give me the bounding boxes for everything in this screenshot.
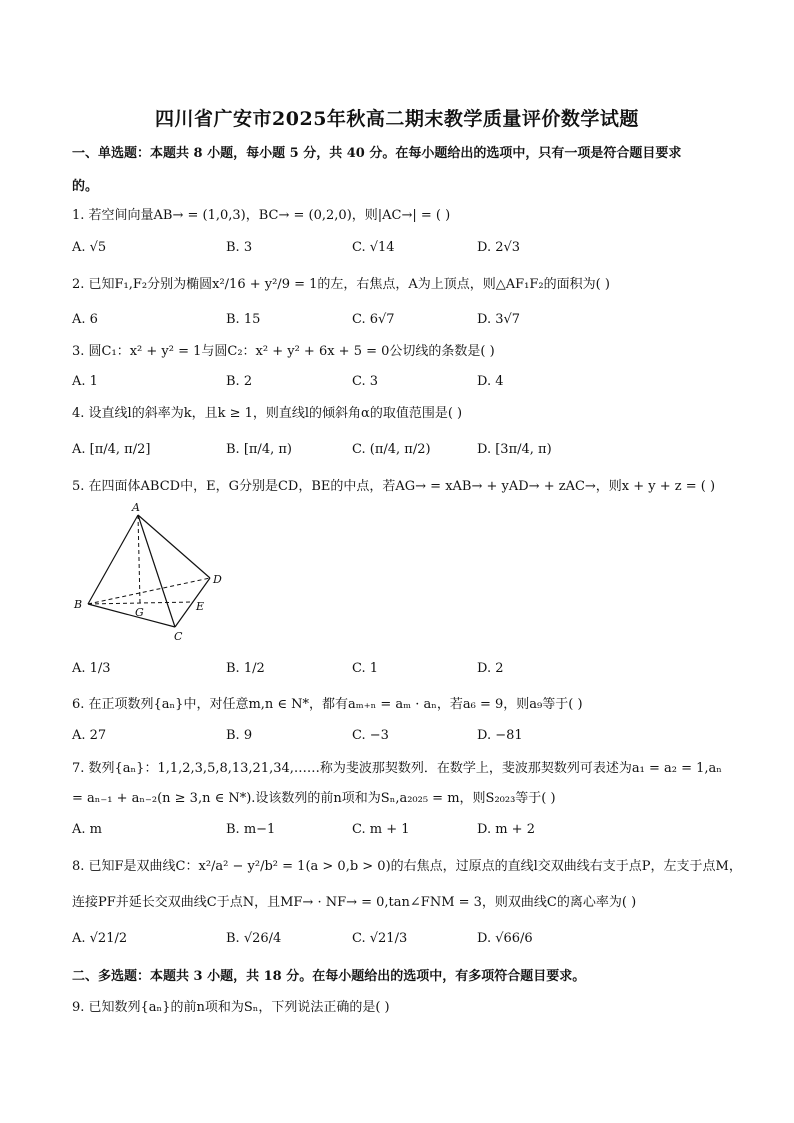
- section1-heading-cont: 的。: [72, 179, 99, 194]
- segment-be: [88, 602, 193, 604]
- option-c: C. 3: [352, 374, 379, 389]
- question-8-stem: 8. 已知F是双曲线C：x²/a² − y²/b² = 1(a > 0,b > 0)的右焦点，过原点的直线l交双曲线右支于点P，左支于点M，: [72, 859, 742, 874]
- option-b: B. √26/4: [226, 931, 282, 946]
- option-d: D. −81: [477, 728, 523, 743]
- question-5-stem: 5. 在四面体ABCD中，E，G分别是CD，BE的中点，若AG→ = xAB→ + yAD→ + zAC→，则x + y + z = ( ): [72, 479, 716, 494]
- question-4-stem: 4. 设直线l的斜率为k，且k ≥ 1，则直线l的倾斜角α的取值范围是( ): [72, 406, 463, 421]
- question-2-options: [72, 312, 752, 332]
- option-d: D. [3π/4, π): [477, 442, 552, 457]
- option-c: C. √14: [352, 240, 395, 255]
- question-1-options: [72, 240, 752, 260]
- tetrahedron-figure: [70, 500, 240, 650]
- option-c: C. m + 1: [352, 822, 410, 837]
- option-a: A. [π/4, π/2]: [72, 442, 151, 457]
- question-2-stem: 2. 已知F₁,F₂分别为椭圆x²/16 + y²/9 = 1的左，右焦点，A为上顶点，则△AF₁F₂的面积为( ): [72, 277, 610, 292]
- question-8-stem-cont: 连接PF并延长交双曲线C于点N，且MF→ · NF→ = 0,tan∠FNM = 3，则双曲线C的离心率为( ): [72, 895, 637, 910]
- option-c: C. −3: [352, 728, 389, 743]
- option-a: A. m: [72, 822, 102, 837]
- section2-heading: 二、多选题：本题共 3 小题，共 18 分。在每小题给出的选项中，有多项符合题目要求。: [72, 969, 586, 984]
- option-d: D. √66/6: [477, 931, 533, 946]
- label-c: C: [174, 630, 183, 643]
- option-c: C. (π/4, π/2): [352, 442, 431, 457]
- option-d: D. 2√3: [477, 240, 521, 255]
- page-title: 四川省广安市2025年秋高二期末教学质量评价数学试题: [155, 108, 639, 130]
- edge-ab: [88, 515, 138, 604]
- question-3-stem: 3. 圆C₁：x² + y² = 1与圆C₂：x² + y² + 6x + 5 = 0公切线的条数是( ): [72, 344, 495, 359]
- option-d: D. 4: [477, 374, 504, 389]
- question-7-stem-cont: = aₙ₋₁ + aₙ₋₂(n ≥ 3,n ∈ N*).设该数列的前n项和为Sₙ,a₂₀₂₅ = m，则S₂₀₂₃等于( ): [72, 791, 556, 806]
- question-1-stem: 1. 若空间向量AB→ = (1,0,3)，BC→ = (0,2,0)，则|AC→| = ( ): [72, 208, 451, 223]
- option-b: B. 9: [226, 728, 253, 743]
- question-3-options: [72, 374, 752, 394]
- edge-bd-hidden: [88, 578, 210, 604]
- question-7-stem: 7. 数列{aₙ}：1,1,2,3,5,8,13,21,34,……称为斐波那契数列．在数学上，斐波那契数列可表述为a₁ = a₂ = 1,aₙ: [72, 761, 722, 776]
- option-b: B. [π/4, π): [226, 442, 292, 457]
- question-4-options: [72, 442, 752, 462]
- question-5-options: [72, 661, 752, 681]
- label-b: B: [74, 598, 83, 611]
- section1-heading: 一、单选题：本题共 8 小题，每小题 5 分，共 40 分。在每小题给出的选项中，只有一项是符合题目要求: [72, 146, 682, 161]
- option-a: A. 6: [72, 312, 98, 327]
- question-8-options: [72, 931, 752, 951]
- option-a: A. √21/2: [72, 931, 128, 946]
- question-9-stem: 9. 已知数列{aₙ}的前n项和为Sₙ，下列说法正确的是( ): [72, 1000, 390, 1015]
- option-a: A. 27: [72, 728, 107, 743]
- option-a: A. 1: [72, 374, 98, 389]
- option-d: D. m + 2: [477, 822, 535, 837]
- option-b: B. 3: [226, 240, 253, 255]
- segment-ag: [138, 515, 140, 603]
- option-a: A. 1/3: [72, 661, 111, 676]
- option-c: C. 6√7: [352, 312, 395, 327]
- label-a: A: [132, 501, 140, 514]
- label-d: D: [213, 573, 222, 586]
- label-g: G: [135, 606, 144, 619]
- option-b: B. 2: [226, 374, 253, 389]
- option-d: D. 3√7: [477, 312, 521, 327]
- option-d: D. 2: [477, 661, 504, 676]
- option-b: B. m−1: [226, 822, 276, 837]
- question-7-options: [72, 822, 752, 842]
- option-a: A. √5: [72, 240, 107, 255]
- option-b: B. 15: [226, 312, 261, 327]
- edge-bc: [88, 604, 175, 627]
- option-c: C. 1: [352, 661, 379, 676]
- label-e: E: [196, 600, 205, 613]
- question-6-stem: 6. 在正项数列{aₙ}中，对任意m,n ∈ N*，都有aₘ₊ₙ = aₘ · aₙ，若a₆ = 9，则a₉等于( ): [72, 697, 583, 712]
- option-b: B. 1/2: [226, 661, 265, 676]
- question-6-options: [72, 728, 752, 748]
- option-c: C. √21/3: [352, 931, 408, 946]
